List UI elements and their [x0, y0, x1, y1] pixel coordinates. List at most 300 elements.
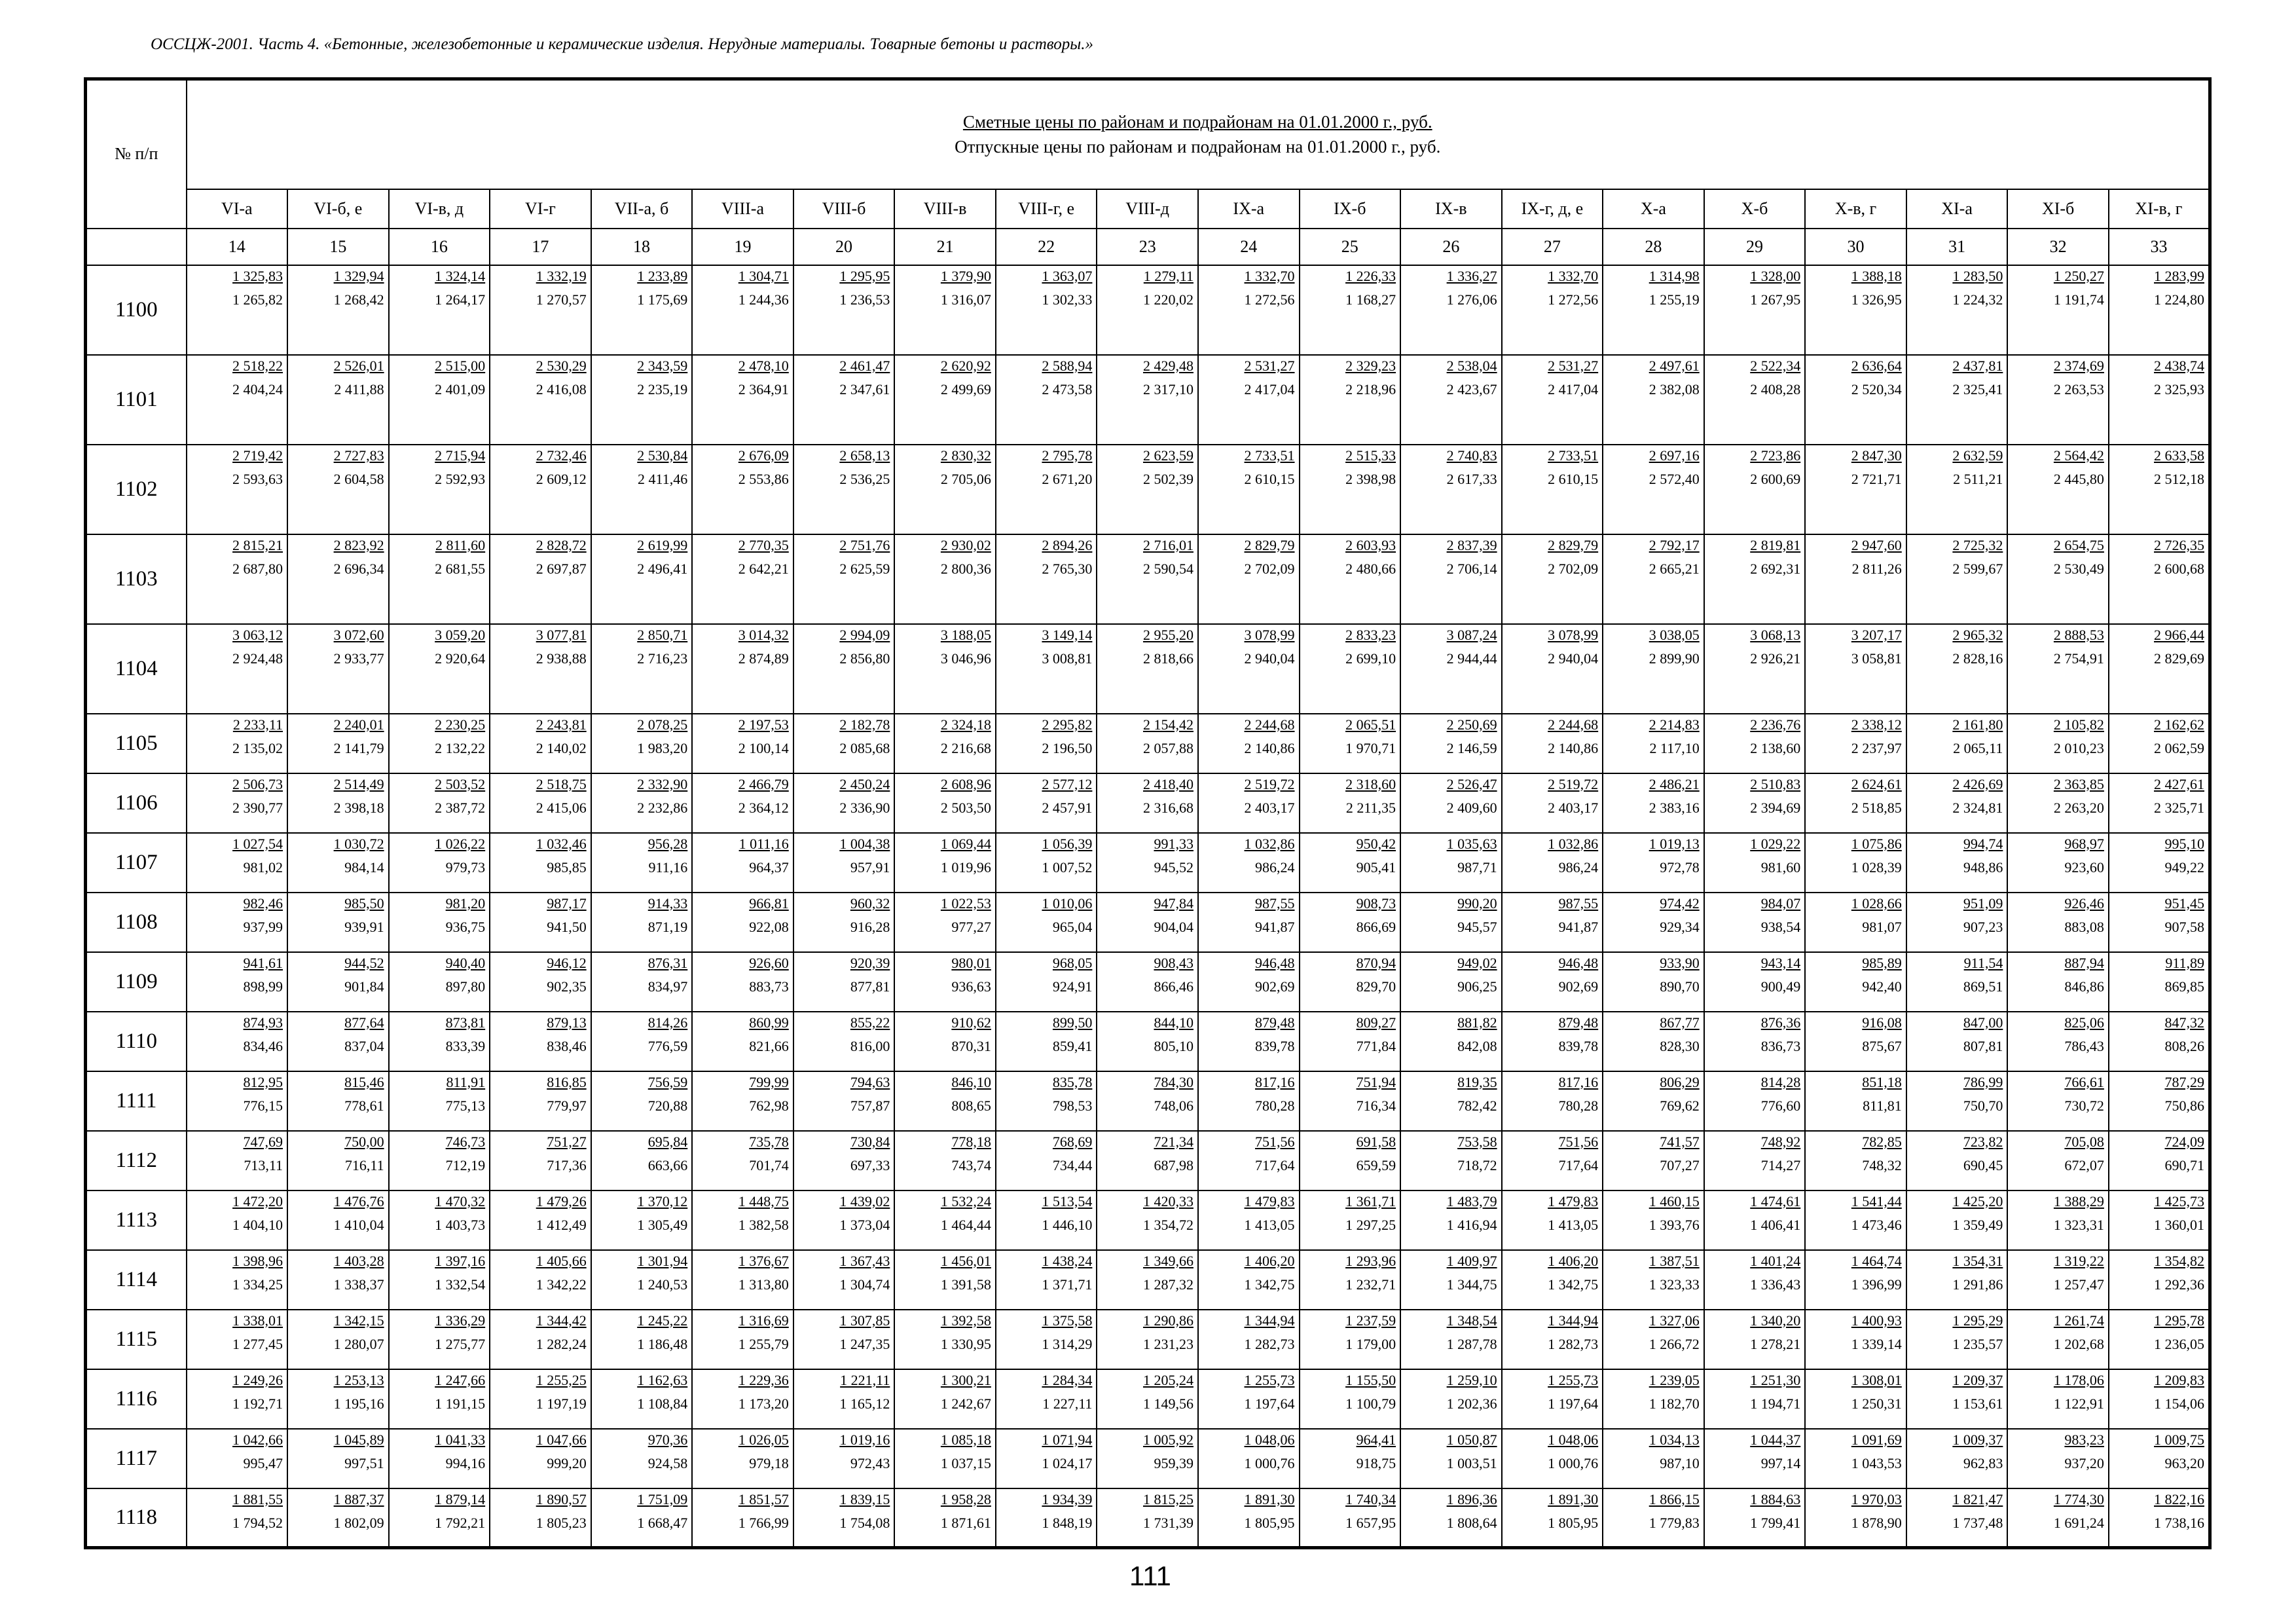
- price-cell: [2007, 952, 2109, 1012]
- estimate-price: 1 293,96: [1345, 1252, 1396, 1269]
- estimate-price: 3 078,99: [1548, 626, 1599, 643]
- estimate-price: 2 965,32: [1952, 626, 2003, 643]
- price-cell: [591, 1429, 693, 1488]
- release-price: 987,10: [1660, 1454, 1700, 1471]
- estimate-price: 1 026,05: [738, 1431, 789, 1448]
- release-price: 1 342,75: [1244, 1276, 1295, 1293]
- release-price: 2 692,31: [1750, 560, 1801, 577]
- release-price: 839,78: [1558, 1037, 1599, 1054]
- price-cell: [2007, 624, 2109, 714]
- release-price: 1 412,49: [536, 1216, 587, 1233]
- release-price: 869,85: [2164, 978, 2204, 995]
- release-price: 957,91: [850, 858, 890, 876]
- release-price: 2 057,88: [1142, 739, 1194, 756]
- estimate-price: 2 697,16: [1649, 447, 1700, 464]
- price-cell: [793, 1190, 895, 1250]
- estimate-price: 3 059,20: [435, 626, 486, 643]
- price-cell: [187, 1190, 288, 1250]
- estimate-price: 751,94: [1356, 1073, 1396, 1090]
- release-price: 902,69: [1255, 978, 1295, 995]
- release-price: 672,07: [2064, 1156, 2104, 1173]
- release-price: 1 316,07: [940, 291, 991, 308]
- estimate-price: 1 425,20: [1952, 1192, 2003, 1209]
- estimate-price: 2 526,47: [1446, 775, 1497, 792]
- release-price: 1 403,73: [435, 1216, 486, 1233]
- estimate-price: 1 866,15: [1649, 1490, 1700, 1507]
- release-price: 1 186,48: [637, 1335, 688, 1352]
- release-price: 798,53: [1052, 1097, 1093, 1114]
- estimate-price: 2 829,79: [1548, 536, 1599, 553]
- estimate-price: 1 815,25: [1142, 1490, 1194, 1507]
- price-cell: [1502, 445, 1603, 534]
- region-header: IX-в: [1400, 189, 1502, 229]
- release-price: 707,27: [1660, 1156, 1700, 1173]
- region-header: VIII-в: [894, 189, 996, 229]
- estimate-price: 1 370,12: [637, 1192, 688, 1209]
- estimate-price: 879,48: [1255, 1014, 1295, 1031]
- price-cell: [1502, 1012, 1603, 1071]
- estimate-price: 1 934,39: [1042, 1490, 1093, 1507]
- price-cell: [2007, 1131, 2109, 1190]
- price-cell: [1400, 1250, 1502, 1310]
- price-cell: [1198, 534, 1300, 624]
- release-price: 897,80: [445, 978, 486, 995]
- release-price: 901,84: [344, 978, 384, 995]
- estimate-price: 2 518,22: [232, 357, 283, 374]
- estimate-price: 2 078,25: [637, 716, 688, 733]
- price-cell: [490, 445, 591, 534]
- price-cell: [389, 1012, 490, 1071]
- estimate-price: 1 388,18: [1851, 267, 1902, 284]
- price-cell: [591, 445, 693, 534]
- release-price: 906,25: [1457, 978, 1497, 995]
- estimate-price: 784,30: [1154, 1073, 1194, 1090]
- price-cell: [2007, 1071, 2109, 1131]
- release-price: 2 417,04: [1548, 380, 1599, 397]
- estimate-price: 1 398,96: [232, 1252, 283, 1269]
- estimate-price: 1 464,74: [1851, 1252, 1902, 1269]
- row-number: 1103: [86, 534, 187, 624]
- price-cell: [490, 1429, 591, 1488]
- estimate-price: 723,82: [1963, 1133, 2003, 1150]
- price-cell: [1603, 1131, 1704, 1190]
- price-cell: [793, 624, 895, 714]
- price-cell: [490, 1250, 591, 1310]
- price-cell: [793, 1488, 895, 1548]
- column-number: 16: [389, 229, 490, 265]
- price-cell: [287, 714, 389, 773]
- release-price: 748,06: [1154, 1097, 1194, 1114]
- release-price: 1 878,90: [1851, 1514, 1902, 1531]
- price-cell: [1805, 1071, 1906, 1131]
- release-price: 972,78: [1660, 858, 1700, 876]
- price-cell: [1097, 1190, 1198, 1250]
- estimate-price: 846,10: [951, 1073, 991, 1090]
- estimate-price: 1 011,16: [738, 835, 789, 852]
- release-price: 1 100,79: [1345, 1395, 1396, 1412]
- price-cell: [996, 773, 1097, 833]
- estimate-price: 2 955,20: [1142, 626, 1194, 643]
- price-cell: [2007, 1190, 2109, 1250]
- price-cell: [1198, 952, 1300, 1012]
- release-price: 1 019,96: [940, 858, 991, 876]
- price-cell: [187, 714, 288, 773]
- row-number: 1113: [86, 1190, 187, 1250]
- release-price: 839,78: [1255, 1037, 1295, 1054]
- release-price: 1 192,71: [232, 1395, 283, 1412]
- price-cell: [1704, 1429, 1806, 1488]
- price-cell: [1603, 833, 1704, 893]
- release-price: 1 191,74: [2053, 291, 2104, 308]
- price-cell: [1400, 1488, 1502, 1548]
- price-cell: [692, 714, 793, 773]
- estimate-price: 2 947,60: [1851, 536, 1902, 553]
- estimate-price: 2 250,69: [1446, 716, 1497, 733]
- release-price: 1 314,29: [1042, 1335, 1093, 1352]
- estimate-price: 995,10: [2164, 835, 2204, 852]
- release-price: 907,58: [2164, 918, 2204, 935]
- estimate-price: 1 344,94: [1244, 1312, 1295, 1329]
- release-price: 776,60: [1760, 1097, 1801, 1114]
- estimate-price: 1 056,39: [1042, 835, 1093, 852]
- estimate-price: 1 409,97: [1446, 1252, 1497, 1269]
- estimate-price: 3 077,81: [536, 626, 587, 643]
- release-price: 717,36: [547, 1156, 587, 1173]
- price-cell: [894, 1071, 996, 1131]
- price-cell: [1300, 1012, 1401, 1071]
- estimate-price: 1 388,29: [2053, 1192, 2104, 1209]
- price-cell: [894, 445, 996, 534]
- price-cell: [287, 773, 389, 833]
- estimate-price: 870,94: [1356, 954, 1396, 971]
- estimate-price: 985,50: [344, 895, 384, 912]
- column-number: 31: [1906, 229, 2008, 265]
- release-price: 1 323,33: [1649, 1276, 1700, 1293]
- release-price: 743,74: [951, 1156, 991, 1173]
- row-number: 1114: [86, 1250, 187, 1310]
- price-cell: [1906, 1012, 2008, 1071]
- estimate-price: 1 004,38: [839, 835, 890, 852]
- release-price: 1 287,32: [1142, 1276, 1194, 1293]
- estimate-price: 1 375,58: [1042, 1312, 1093, 1329]
- price-cell: [1097, 1310, 1198, 1369]
- price-cell: [1805, 1429, 1906, 1488]
- release-price: 1 255,79: [738, 1335, 789, 1352]
- estimate-price: 855,22: [850, 1014, 890, 1031]
- column-number: 22: [996, 229, 1097, 265]
- price-cell: [591, 773, 693, 833]
- release-price: 2 423,67: [1446, 380, 1497, 397]
- release-price: 734,44: [1052, 1156, 1093, 1173]
- release-price: 941,87: [1558, 918, 1599, 935]
- price-cell: [1704, 624, 1806, 714]
- release-price: 2 387,72: [435, 799, 486, 816]
- release-price: 1 182,70: [1649, 1395, 1700, 1412]
- price-cell: [996, 1250, 1097, 1310]
- release-price: 2 617,33: [1446, 470, 1497, 487]
- estimate-price: 1 034,13: [1649, 1431, 1700, 1448]
- price-cell: [187, 1369, 288, 1429]
- release-price: 2 625,59: [839, 560, 890, 577]
- estimate-price: 980,01: [951, 954, 991, 971]
- estimate-price: 1 300,21: [940, 1371, 991, 1388]
- release-price: 2 811,26: [1851, 560, 1902, 577]
- price-cell: [1603, 1429, 1704, 1488]
- release-price: 981,02: [243, 858, 283, 876]
- release-price: 834,46: [243, 1037, 283, 1054]
- estimate-price: 1 376,67: [738, 1252, 789, 1269]
- price-title: [187, 79, 2210, 189]
- estimate-price: 994,74: [1963, 835, 2003, 852]
- price-cell: [894, 893, 996, 952]
- release-price: 2 530,49: [2053, 560, 2104, 577]
- price-cell: [1198, 265, 1300, 355]
- release-price: 2 496,41: [637, 560, 688, 577]
- price-cell: [1097, 1250, 1198, 1310]
- release-price: 2 325,41: [1952, 380, 2003, 397]
- estimate-price: 2 162,62: [2154, 716, 2204, 733]
- column-number: 21: [894, 229, 996, 265]
- estimate-price: 911,54: [1963, 954, 2003, 971]
- release-price: 1 805,95: [1244, 1514, 1295, 1531]
- estimate-price: 1 028,66: [1851, 895, 1902, 912]
- estimate-price: 2 243,81: [536, 716, 587, 733]
- estimate-price: 1 400,93: [1851, 1312, 1902, 1329]
- estimate-price: 3 087,24: [1446, 626, 1497, 643]
- release-price: 941,50: [547, 918, 587, 935]
- price-cell: [490, 265, 591, 355]
- price-cell: [1097, 534, 1198, 624]
- release-price: 2 445,80: [2053, 470, 2104, 487]
- release-price: 2 347,61: [839, 380, 890, 397]
- price-cell: [1603, 714, 1704, 773]
- release-price: 690,71: [2164, 1156, 2204, 1173]
- estimate-price: 874,93: [243, 1014, 283, 1031]
- release-price: 1 691,24: [2053, 1514, 2104, 1531]
- estimate-price: 968,05: [1052, 954, 1093, 971]
- price-cell: [1603, 1369, 1704, 1429]
- price-cell: [591, 1190, 693, 1250]
- price-cell: [1400, 1071, 1502, 1131]
- price-cell: [1603, 624, 1704, 714]
- release-price: 1 278,21: [1750, 1335, 1801, 1352]
- price-cell: [1400, 355, 1502, 445]
- price-cell: [1502, 1488, 1603, 1548]
- price-cell: [287, 1369, 389, 1429]
- release-price: 870,31: [951, 1037, 991, 1054]
- price-cell: [389, 1310, 490, 1369]
- price-cell: [1300, 833, 1401, 893]
- price-cell: [1906, 265, 2008, 355]
- price-cell: [389, 534, 490, 624]
- estimate-price: 3 207,17: [1851, 626, 1902, 643]
- release-price: 1 232,71: [1345, 1276, 1396, 1293]
- price-cell: [1400, 1190, 1502, 1250]
- estimate-price: 2 230,25: [435, 716, 486, 733]
- release-price: 730,72: [2064, 1097, 2104, 1114]
- price-cell: [389, 355, 490, 445]
- release-price: 3 046,96: [940, 650, 991, 667]
- price-cell: [2109, 893, 2210, 952]
- estimate-price: 2 343,59: [637, 357, 688, 374]
- price-cell: [1805, 445, 1906, 534]
- price-cell: [1603, 355, 1704, 445]
- price-cell: [1603, 1071, 1704, 1131]
- estimate-price: 2 719,42: [232, 447, 283, 464]
- estimate-price: 1 513,54: [1042, 1192, 1093, 1209]
- release-price: 842,08: [1457, 1037, 1497, 1054]
- release-price: 2 398,18: [333, 799, 384, 816]
- price-cell: [793, 893, 895, 952]
- release-price: 1 302,33: [1042, 291, 1093, 308]
- price-cell: [287, 1488, 389, 1548]
- estimate-price: 991,33: [1154, 835, 1194, 852]
- estimate-price: 768,69: [1052, 1133, 1093, 1150]
- price-cell: [591, 1012, 693, 1071]
- estimate-price: 1 069,44: [940, 835, 991, 852]
- release-price: 972,43: [850, 1454, 890, 1471]
- price-cell: [1805, 1369, 1906, 1429]
- price-cell: [894, 1012, 996, 1071]
- price-cell: [1502, 773, 1603, 833]
- release-price: 2 933,77: [333, 650, 384, 667]
- estimate-price: 887,94: [2064, 954, 2104, 971]
- estimate-price: 1 379,90: [940, 267, 991, 284]
- price-cell: [1906, 445, 2008, 534]
- price-cell: [490, 714, 591, 773]
- estimate-price: 2 823,92: [333, 536, 384, 553]
- release-price: 900,49: [1760, 978, 1801, 995]
- estimate-price: 960,32: [850, 895, 890, 912]
- estimate-price: 3 078,99: [1244, 626, 1295, 643]
- estimate-price: 1 397,16: [435, 1252, 486, 1269]
- price-cell: [1502, 1429, 1603, 1488]
- release-price: 1 154,06: [2154, 1395, 2204, 1412]
- estimate-price: 2 437,81: [1952, 357, 2003, 374]
- estimate-price: 987,17: [547, 895, 587, 912]
- release-price: 1 197,64: [1548, 1395, 1599, 1412]
- release-price: 2 480,66: [1345, 560, 1396, 577]
- price-cell: [1300, 952, 1401, 1012]
- release-price: 2 409,60: [1446, 799, 1497, 816]
- estimate-price: 1 349,66: [1142, 1252, 1194, 1269]
- estimate-price: 2 888,53: [2053, 626, 2104, 643]
- estimate-price: 730,84: [850, 1133, 890, 1150]
- estimate-price: 983,23: [2064, 1431, 2104, 1448]
- estimate-price: 835,78: [1052, 1073, 1093, 1090]
- price-cell: [287, 445, 389, 534]
- estimate-price: 1 354,31: [1952, 1252, 2003, 1269]
- release-price: 1 280,07: [333, 1335, 384, 1352]
- price-cell: [1704, 833, 1806, 893]
- release-price: 1 406,41: [1750, 1216, 1801, 1233]
- release-price: 1 338,37: [333, 1276, 384, 1293]
- column-number: 24: [1198, 229, 1300, 265]
- release-price: 1 277,45: [232, 1335, 283, 1352]
- price-cell: [591, 1250, 693, 1310]
- release-price: 869,51: [1963, 978, 2003, 995]
- estimate-price: 1 226,33: [1345, 267, 1396, 284]
- price-cell: [2109, 1131, 2210, 1190]
- price-cell: [1805, 893, 1906, 952]
- release-price: 2 415,06: [536, 799, 587, 816]
- estimate-price: 1 420,33: [1142, 1192, 1194, 1209]
- release-price: 2 604,58: [333, 470, 384, 487]
- price-cell: [1704, 952, 1806, 1012]
- price-cell: [2109, 445, 2210, 534]
- release-price: 2 800,36: [940, 560, 991, 577]
- price-cell: [2007, 893, 2109, 952]
- price-cell: [1704, 1250, 1806, 1310]
- column-number: 33: [2109, 229, 2210, 265]
- estimate-price: 968,97: [2064, 835, 2104, 852]
- estimate-price: 1 879,14: [435, 1490, 486, 1507]
- estimate-price: 1 891,30: [1244, 1490, 1295, 1507]
- estimate-price: 2 727,83: [333, 447, 384, 464]
- release-price: 2 699,10: [1345, 650, 1396, 667]
- release-price: 902,69: [1558, 978, 1599, 995]
- estimate-price: 2 619,99: [637, 536, 688, 553]
- estimate-price: 811,91: [446, 1073, 486, 1090]
- release-price: 716,34: [1356, 1097, 1396, 1114]
- price-cell: [1704, 1190, 1806, 1250]
- price-cell: [1906, 624, 2008, 714]
- price-cell: [1300, 1071, 1401, 1131]
- release-price: 1 122,91: [2053, 1395, 2104, 1412]
- row-number: 1112: [86, 1131, 187, 1190]
- release-price: 963,20: [2164, 1454, 2204, 1471]
- estimate-price: 735,78: [749, 1133, 789, 1150]
- estimate-price: 2 503,52: [435, 775, 486, 792]
- price-cell: [490, 773, 591, 833]
- price-cell: [1198, 773, 1300, 833]
- estimate-price: 2 792,17: [1649, 536, 1700, 553]
- price-cell: [1502, 1190, 1603, 1250]
- estimate-price: 2 240,01: [333, 716, 384, 733]
- price-cell: [2109, 1012, 2210, 1071]
- estimate-price: 1 354,82: [2154, 1252, 2204, 1269]
- price-cell: [894, 1131, 996, 1190]
- estimate-price: 1 042,66: [232, 1431, 283, 1448]
- price-cell: [1097, 355, 1198, 445]
- estimate-price: 2 429,48: [1142, 357, 1194, 374]
- price-cell: [1400, 445, 1502, 534]
- estimate-price: 2 478,10: [738, 357, 789, 374]
- price-cell: [996, 355, 1097, 445]
- price-cell: [894, 714, 996, 773]
- region-header: VI-в, д: [389, 189, 490, 229]
- table-row: [86, 1012, 2210, 1071]
- release-price: 871,19: [647, 918, 688, 935]
- price-cell: [187, 265, 288, 355]
- release-price: 2 702,09: [1548, 560, 1599, 577]
- release-price: 2 924,48: [232, 650, 283, 667]
- price-cell: [793, 1369, 895, 1429]
- price-cell: [2109, 1250, 2210, 1310]
- price-cell: [1805, 534, 1906, 624]
- release-price: 2 411,46: [638, 470, 688, 487]
- release-price: 833,39: [445, 1037, 486, 1054]
- price-cell: [894, 1310, 996, 1369]
- release-price: 2 403,17: [1244, 799, 1295, 816]
- region-header: VIII-б: [793, 189, 895, 229]
- estimate-price: 1 009,37: [1952, 1431, 2003, 1448]
- estimate-price: 2 324,18: [940, 716, 991, 733]
- estimate-price: 1 405,66: [536, 1252, 587, 1269]
- price-cell: [1400, 1369, 1502, 1429]
- estimate-price: 1 255,73: [1548, 1371, 1599, 1388]
- release-price: 1 264,17: [435, 291, 486, 308]
